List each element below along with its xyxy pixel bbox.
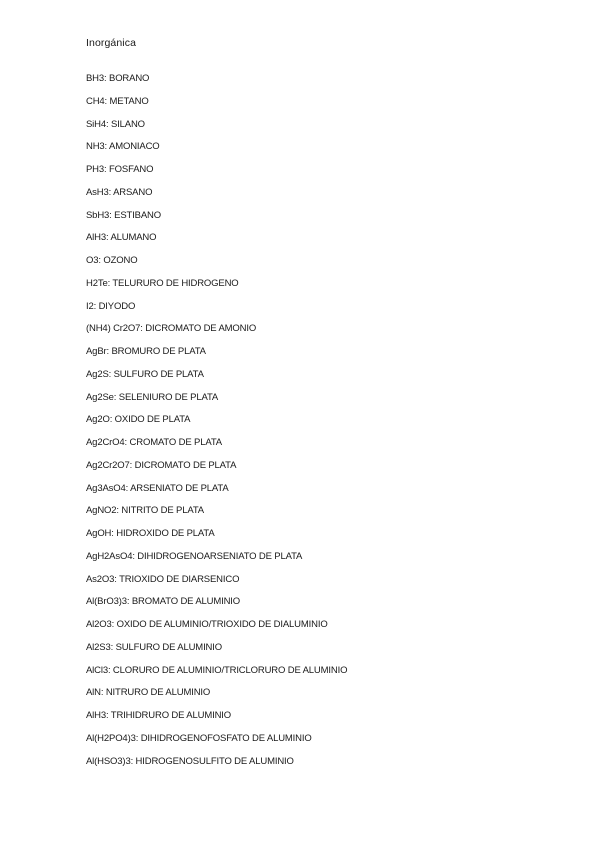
compound-entry: O3: OZONO xyxy=(86,255,138,266)
compound-entry: SbH3: ESTIBANO xyxy=(86,209,161,221)
compound-entry: As2O3: TRIOXIDO DE DIARSENICO xyxy=(86,573,240,585)
compound-entry: AgH2AsO4: DIHIDROGENOARSENIATO DE PLATA xyxy=(86,550,303,562)
compound-entry: Al(BrO3)3: BROMATO DE ALUMINIO xyxy=(86,596,241,608)
compound-entry: Al(HSO3)3: HIDROGENOSULFITO DE ALUMINIO xyxy=(86,755,294,767)
compound-entry: PH3: FOSFANO xyxy=(86,164,154,175)
compound-list xyxy=(86,73,347,778)
compound-entry: BH3: BORANO xyxy=(86,73,150,84)
compound-entry: AsH3: ARSANO xyxy=(86,186,153,198)
compound-entry: AlH3: ALUMANO xyxy=(86,232,157,244)
compound-entry: Ag3AsO4: ARSENIATO DE PLATA xyxy=(86,482,229,494)
compound-entry: Al(H2PO4)3: DIHIDROGENOFOSFATO DE ALUMINIO xyxy=(86,732,312,744)
compound-entry: AlN: NITRURO DE ALUMINIO xyxy=(86,687,211,699)
compound-entry: Ag2Se: SELENIURO DE PLATA xyxy=(86,391,219,403)
compound-entry: AlH3: TRIHIDRURO DE ALUMINIO xyxy=(86,710,232,721)
compound-entry: CH4: METANO xyxy=(86,95,149,107)
compound-entry: Ag2Cr2O7: DICROMATO DE PLATA xyxy=(86,459,237,471)
compound-entry: H2Te: TELURURO DE HIDROGENO xyxy=(86,277,239,289)
compound-entry: SiH4: SILANO xyxy=(86,118,145,130)
compound-entry: I2: DIYODO xyxy=(86,300,136,312)
compound-entry: AgNO2: NITRITO DE PLATA xyxy=(86,505,204,517)
compound-entry: Al2S3: SULFURO DE ALUMINIO xyxy=(86,641,222,653)
compound-entry: AgBr: BROMURO DE PLATA xyxy=(86,346,206,357)
compound-entry: AlCl3: CLORURO DE ALUMINIO/TRICLORURO DE ALUMINIO xyxy=(86,664,348,676)
compound-entry: (NH4) Cr2O7: DICROMATO DE AMONIO xyxy=(86,323,257,335)
compound-entry: Ag2O: OXIDO DE PLATA xyxy=(86,414,191,426)
compound-entry: AgOH: HIDROXIDO DE PLATA xyxy=(86,528,215,539)
compound-entry: NH3: AMONIACO xyxy=(86,141,160,153)
compound-entry: Ag2S: SULFURO DE PLATA xyxy=(86,368,204,380)
document-title: Inorgánica xyxy=(86,37,137,49)
compound-entry: Al2O3: OXIDO DE ALUMINIO/TRIOXIDO DE DIALUMINIO xyxy=(86,619,328,630)
compound-entry: Ag2CrO4: CROMATO DE PLATA xyxy=(86,437,222,448)
